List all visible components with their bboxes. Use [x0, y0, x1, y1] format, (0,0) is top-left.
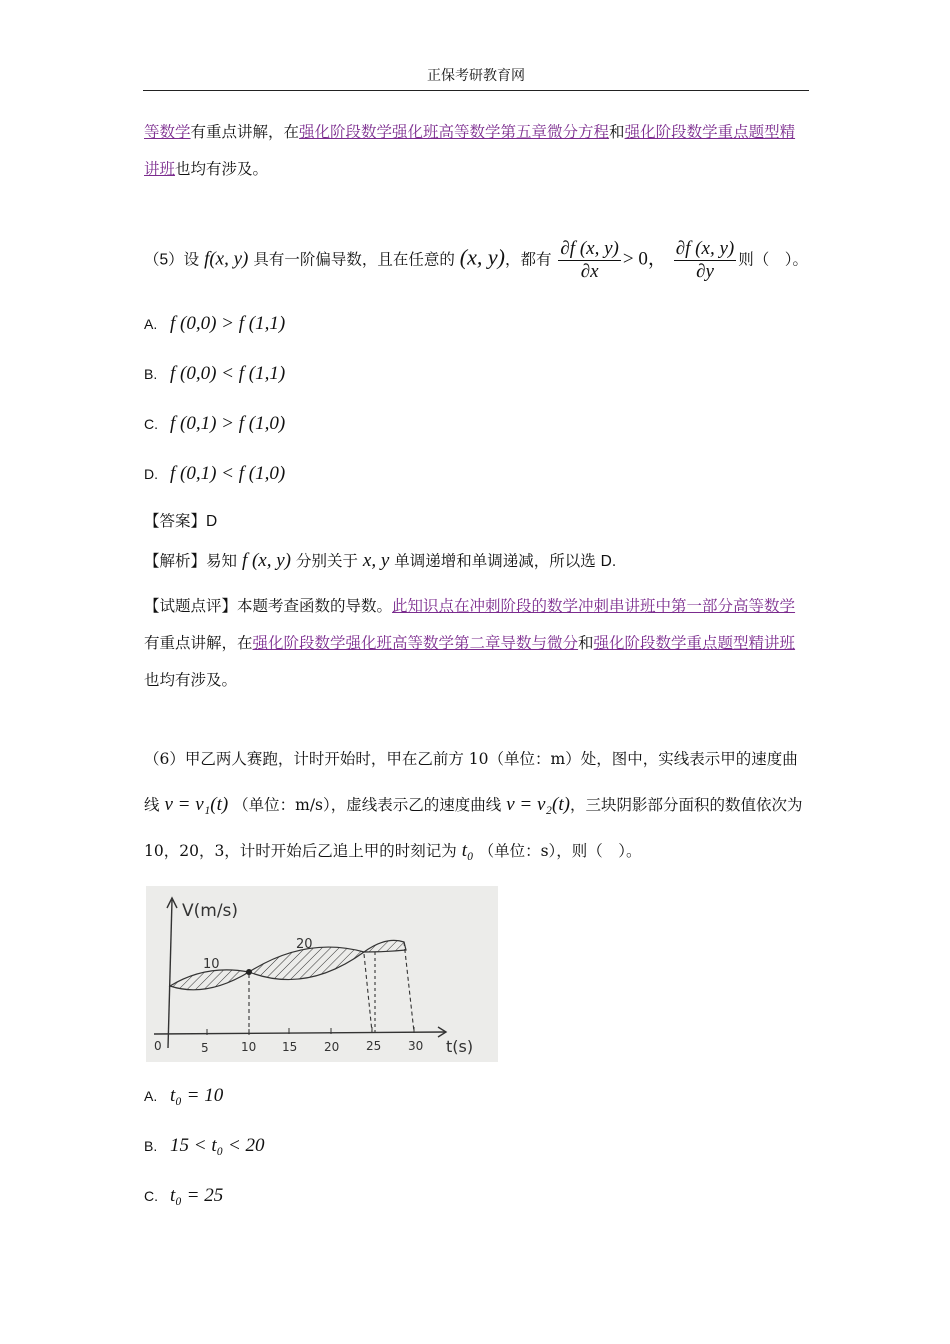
option-expr: t₀ = 25 [170, 1185, 224, 1206]
q5-option-a[interactable] [144, 313, 285, 335]
velocity-graph-svg [146, 886, 498, 1062]
text: 和 [609, 123, 625, 141]
option-expr: 15 < t₀ < 20 [170, 1135, 265, 1156]
option-expr: f (0,1) > f (1,0) [170, 413, 286, 434]
dash-t25 [364, 954, 372, 1032]
answer-value: D [206, 513, 218, 530]
page-header [143, 66, 809, 91]
q5-gt: > 0， [622, 248, 667, 270]
frac-num: ∂f (x, y) [560, 238, 619, 259]
frac-num: ∂f (x, y) [675, 238, 735, 259]
text: 有重点讲解，在 [190, 123, 300, 141]
q5-point: (x, y) [459, 244, 505, 270]
answer-label: 【答案】 [144, 512, 207, 530]
q6-option-b[interactable] [144, 1135, 265, 1157]
velocity-graph [146, 886, 498, 1062]
area-label-2: 20 [296, 937, 313, 952]
q5-frac-dx [558, 238, 620, 283]
frac-den: ∂y [696, 261, 714, 282]
option-letter: C. [144, 1188, 158, 1204]
option-letter: A. [144, 316, 158, 332]
frac-den: ∂x [580, 261, 599, 282]
link-key-problems-class-2[interactable]: 强化阶段数学重点题型精讲班 [593, 634, 796, 652]
option-expr: f (0,0) > f (1,1) [170, 313, 286, 334]
tick-label: 15 [282, 1040, 298, 1054]
tick-label: 20 [324, 1040, 340, 1054]
text: （单位：s），则（ ）。 [478, 842, 642, 860]
q6-t0: t₀ [461, 840, 474, 861]
header-title: 正保考研教育网 [427, 68, 525, 84]
text: 有重点讲解，在 [144, 634, 253, 652]
q5-option-b[interactable] [144, 363, 285, 385]
tick-label: 30 [408, 1039, 424, 1053]
shaded-area-1 [170, 970, 249, 990]
q5-option-c[interactable] [144, 413, 285, 435]
area-label-1: 10 [203, 957, 220, 972]
tick-label: 25 [366, 1039, 382, 1053]
analysis-answer: D. [600, 553, 617, 570]
text: ，三块阴影部分面积的数值依次为 10，20，3，计时开始后乙追上甲的时刻记为 [144, 796, 803, 860]
q5-number: （5）设 [144, 251, 200, 269]
option-letter: A. [144, 1088, 158, 1104]
q5-analysis [144, 549, 616, 572]
x-axis-label: t(s) [446, 1037, 474, 1056]
option-expr: f (0,1) < f (1,0) [170, 463, 286, 484]
option-expr: f (0,0) < f (1,1) [170, 363, 286, 384]
option-letter: C. [144, 416, 158, 432]
tick-label: 5 [201, 1041, 209, 1055]
text: 也均有涉及。 [175, 160, 269, 178]
q6-eq-v1: v = v₁(t) [164, 794, 229, 815]
text: 分别关于 [295, 552, 358, 570]
text: ，都有 [504, 250, 552, 269]
analysis-label: 【解析】易知 [144, 552, 238, 570]
link-ch2-derivatives[interactable]: 强化阶段数学强化班高等数学第二章导数与微分 [252, 634, 579, 652]
analysis-func: f (x, y) [241, 550, 292, 571]
q6-option-a[interactable] [144, 1085, 223, 1107]
text: （6）甲乙两人赛跑，计时开始时，甲在乙前方 10（单位：m）处，图中，实线表示甲的速度曲线 [144, 750, 798, 814]
x-axis [154, 1032, 446, 1034]
shaded-area-3 [364, 940, 406, 952]
link-key-problems-class[interactable]: 强化阶段数学重点题型精讲班 [144, 123, 796, 178]
option-expr: t₀ = 10 [170, 1085, 224, 1106]
option-letter: B. [144, 1138, 158, 1154]
text: 单调递增和单调递减，所以选 [394, 552, 596, 570]
link-sprint-class[interactable]: 此知识点在冲刺阶段的数学冲刺串讲班中第一部分高等数学 [392, 597, 796, 615]
q5-option-d[interactable] [144, 463, 285, 485]
text: 本题考查函数的导数。 [237, 597, 393, 615]
option-letter: B. [144, 366, 158, 382]
prev-comment-paragraph [144, 114, 810, 188]
y-axis-label: V(m/s) [182, 901, 239, 921]
q5-comment [144, 588, 810, 699]
tick-label: 0 [154, 1039, 162, 1053]
q5-answer [144, 509, 217, 531]
tick-label: 10 [241, 1040, 257, 1054]
q6-stem [144, 737, 810, 874]
text: （单位：m/s），虚线表示乙的速度曲线 [233, 796, 502, 814]
q5-frac-dy [674, 238, 736, 283]
q6-eq-v2: v = v₂(t) [506, 794, 570, 815]
q6-option-c[interactable] [144, 1185, 223, 1207]
analysis-vars: x, y [362, 550, 390, 571]
intersection-point [246, 969, 252, 975]
link-higher-math[interactable]: 等数学 [144, 123, 191, 141]
q5-stem [144, 238, 808, 283]
option-letter: D. [144, 466, 158, 482]
dash-t30 [404, 942, 414, 1032]
text: 也均有涉及。 [144, 671, 238, 689]
q5-func: f(x, y) [204, 248, 249, 270]
text: 和 [578, 634, 594, 652]
text: 具有一阶偏导数，且在任意的 [253, 250, 455, 269]
y-axis [168, 900, 172, 1048]
link-ch5-differential-equations[interactable]: 强化阶段数学强化班高等数学第五章微分方程 [299, 123, 610, 141]
comment-label: 【试题点评】 [144, 597, 238, 615]
text: 则（ ）。 [738, 250, 808, 269]
